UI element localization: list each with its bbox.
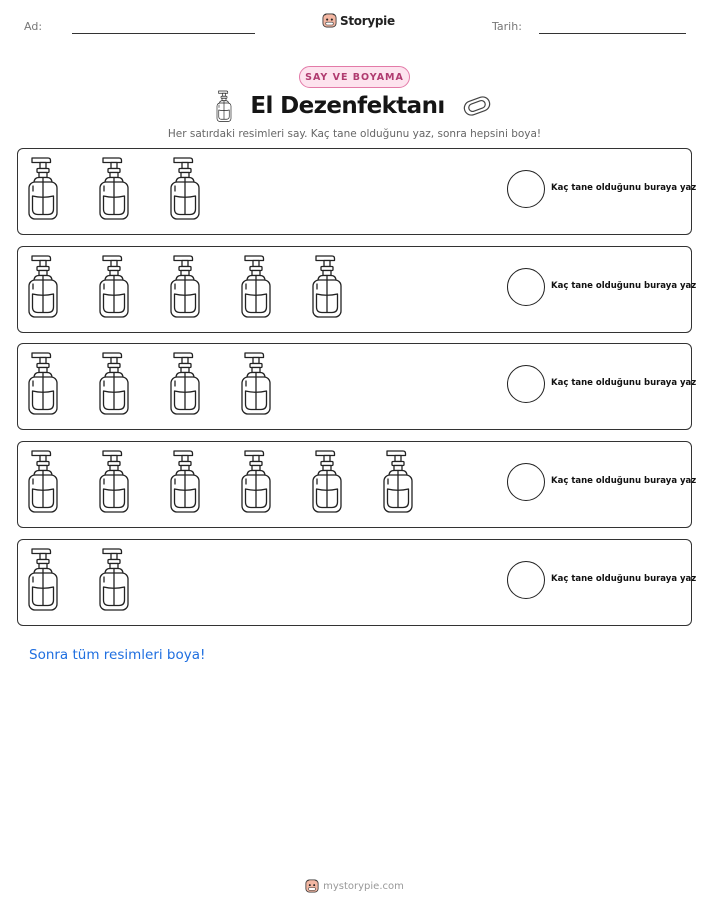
answer-circle[interactable] (507, 170, 545, 208)
storypie-mascot-icon (322, 13, 337, 28)
footer-brand (0, 879, 709, 893)
date-label: Tarih: (492, 20, 522, 33)
hand-sanitizer-bottle-icon[interactable] (311, 449, 347, 513)
brand-name: Storypie (340, 13, 395, 28)
answer-label: Kaç tane olduğunu buraya yaz (551, 476, 697, 487)
hand-sanitizer-bottle-icon[interactable] (311, 254, 347, 318)
answer-label: Kaç tane olduğunu buraya yaz (551, 280, 697, 291)
footer-url: mystorypie.com (323, 880, 404, 892)
hand-sanitizer-bottle-icon[interactable] (240, 351, 276, 415)
hand-sanitizer-bottle-icon[interactable] (98, 156, 134, 220)
hand-sanitizer-bottle-icon[interactable] (169, 254, 205, 318)
name-line[interactable] (72, 33, 255, 34)
hand-sanitizer-bottle-icon[interactable] (240, 449, 276, 513)
counting-row (17, 246, 697, 333)
worksheet-header (0, 0, 709, 50)
hand-sanitizer-bottle-icon[interactable] (240, 254, 276, 318)
hand-sanitizer-bottle-icon[interactable] (27, 547, 63, 611)
answer-circle[interactable] (507, 268, 545, 306)
answer-circle[interactable] (507, 365, 545, 403)
hand-sanitizer-bottle-icon[interactable] (169, 351, 205, 415)
hand-sanitizer-bottle-icon[interactable] (27, 449, 63, 513)
hand-sanitizer-bottle-icon[interactable] (169, 449, 205, 513)
bottle-group (27, 254, 382, 318)
page-title: El Dezenfektanı (250, 93, 445, 119)
hand-sanitizer-bottle-icon[interactable] (98, 449, 134, 513)
soap-bar-icon (461, 93, 493, 119)
title-row (0, 90, 709, 122)
bottle-group (27, 351, 311, 415)
brand-logo (322, 13, 395, 28)
hand-sanitizer-bottle-icon[interactable] (27, 351, 63, 415)
answer-circle[interactable] (507, 561, 545, 599)
answer-circle[interactable] (507, 463, 545, 501)
counting-row (17, 343, 697, 430)
hand-sanitizer-bottle-icon[interactable] (27, 156, 63, 220)
counting-row (17, 148, 697, 235)
bottle-group (27, 449, 453, 513)
bottle-group (27, 156, 240, 220)
storypie-mascot-icon (305, 879, 319, 893)
name-label: Ad: (24, 20, 43, 33)
hand-sanitizer-bottle-icon[interactable] (169, 156, 205, 220)
counting-row (17, 539, 697, 626)
answer-label: Kaç tane olduğunu buraya yaz (551, 183, 697, 193)
hand-sanitizer-bottle-icon[interactable] (98, 547, 134, 611)
hand-sanitizer-bottle-icon[interactable] (98, 351, 134, 415)
bottle-group (27, 547, 169, 611)
answer-label: Kaç tane olduğunu buraya yaz (551, 573, 697, 584)
instructions: Her satırdaki resimleri say. Kaç tane olduğunu yaz, sonra hepsini boya! (167, 128, 542, 140)
hand-sanitizer-bottle-icon[interactable] (27, 254, 63, 318)
activity-badge: SAY VE BOYAMA (299, 66, 410, 88)
counting-row (17, 441, 697, 528)
hand-sanitizer-bottle-icon (216, 90, 234, 122)
date-line[interactable] (539, 33, 686, 34)
answer-label: Kaç tane olduğunu buraya yaz (551, 378, 697, 389)
footer-note: Sonra tüm resimleri boya! (29, 647, 206, 663)
hand-sanitizer-bottle-icon[interactable] (98, 254, 134, 318)
hand-sanitizer-bottle-icon[interactable] (382, 449, 418, 513)
